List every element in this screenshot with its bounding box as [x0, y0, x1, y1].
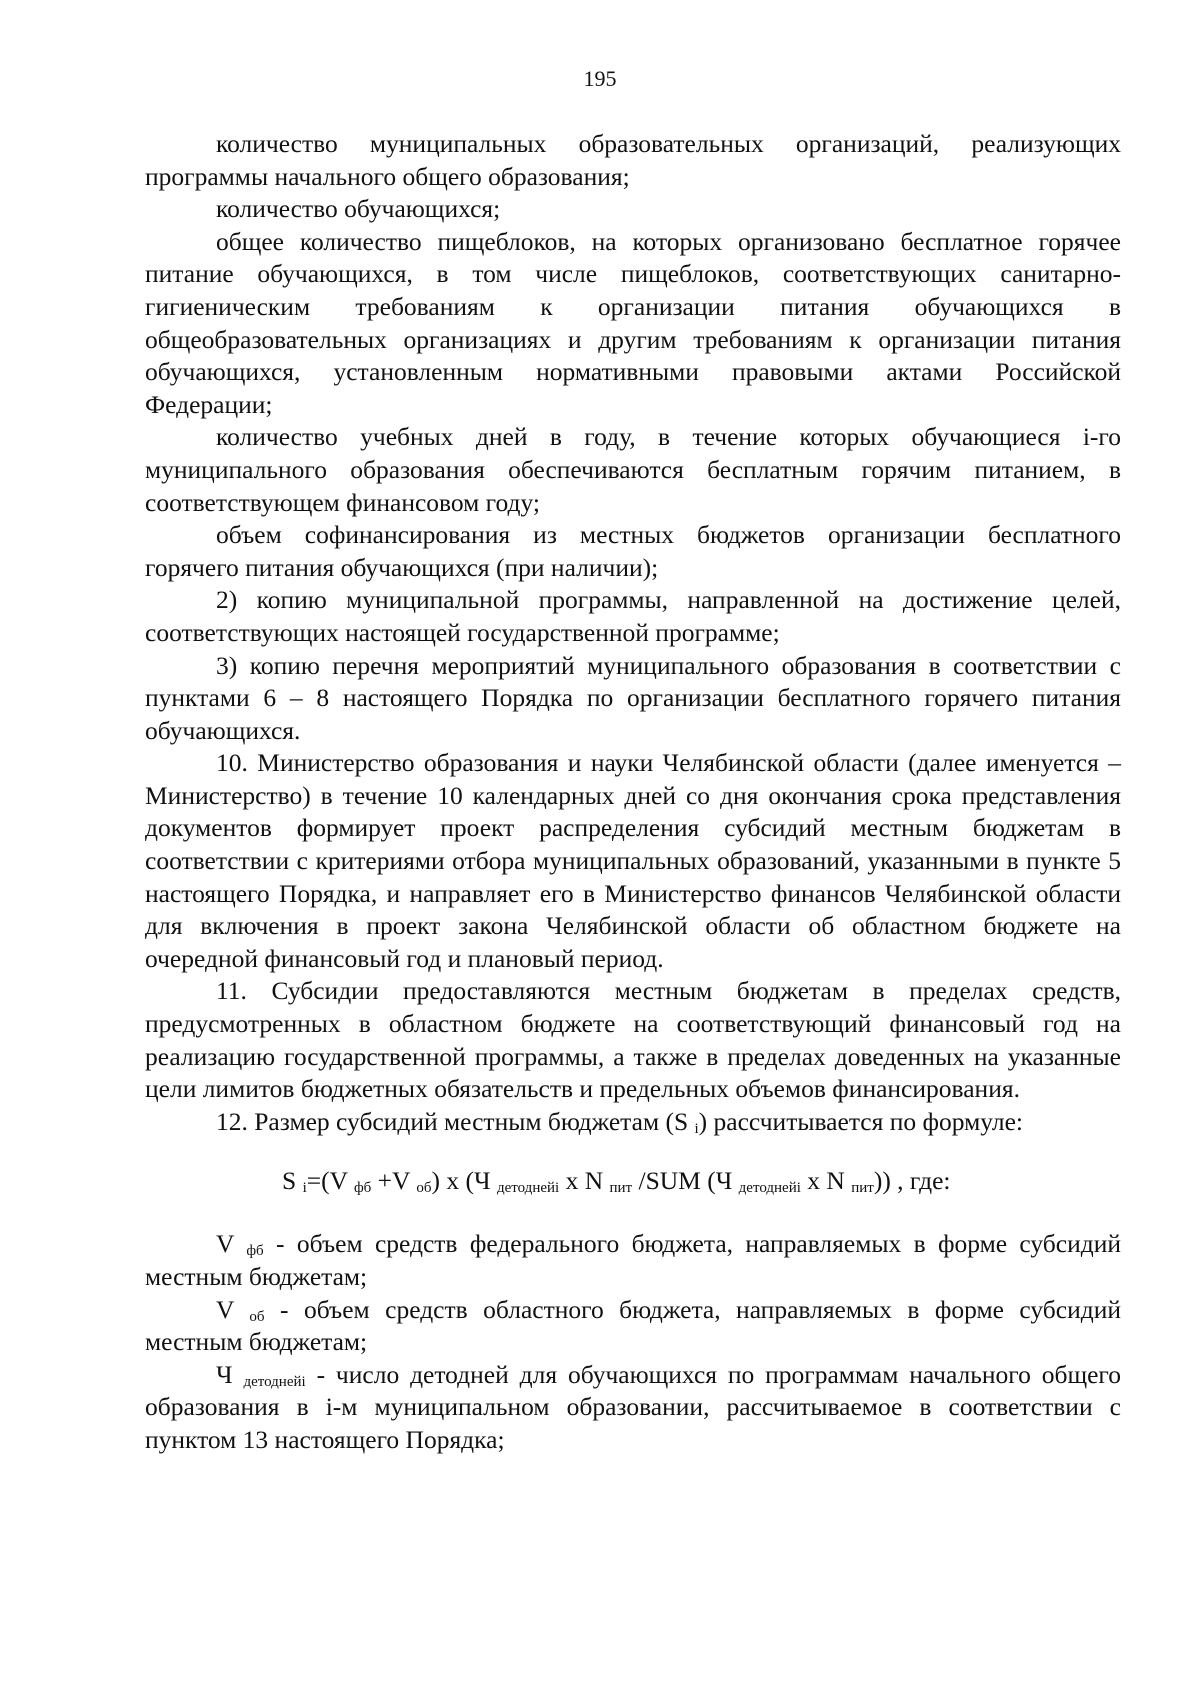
formula-subscript: i [302, 1180, 307, 1197]
formula-part: )) , где: [873, 1166, 951, 1196]
formula-subscript: об [416, 1180, 432, 1197]
formula-subscript: детоднейi [496, 1180, 560, 1197]
paragraph: объем софинансирования из местных бюджетов организации бесплатного горячего питания обучающихся (при наличии); [145, 520, 1121, 582]
document-body [145, 128, 1121, 1457]
formula-part: +V [371, 1166, 417, 1196]
p12-text-before: 12. Размер субсидий местным бюджетам (S [216, 1106, 695, 1136]
definition-symbol: V [216, 1229, 247, 1259]
formula-part: x N [559, 1166, 610, 1196]
paragraph: количество обучающихся; [216, 194, 501, 224]
definition-subscript: фб [246, 1243, 264, 1260]
definition-child-days [145, 1359, 1121, 1457]
paragraph: количество муниципальных образовательных организаций, реализующих программы начального общего образования; [145, 129, 1121, 191]
formula-part: S [282, 1166, 303, 1196]
formula-part: /SUM (Ч [632, 1166, 739, 1196]
formula-part: ) x (Ч [431, 1166, 497, 1196]
formula-subscript: пит [851, 1180, 874, 1197]
definition-subscript: об [249, 1308, 265, 1325]
paragraph: 2) копию муниципальной программы, направленной на достижение целей, соответствующих настоящей государственной программе; [145, 585, 1121, 647]
definition-text: - число детодней для обучающихся по программам начального общего образования в i-м муниципальном образовании, рассчитываемое в соответствии с пунктом 13 настоящего Порядка; [145, 1359, 1121, 1454]
page-number: 195 [583, 66, 617, 91]
p12-text-after: ) рассчитывается по формуле: [698, 1106, 1023, 1136]
paragraph: общее количество пищеблоков, на которых организовано бесплатное горячее питание обучающихся, в том числе пищеблоков, соответствующих санитарно-гигиеническим требованиям к организации питания обучающихся в общеобразовательных организациях и другим требованиям к организации питания обучающихся, установленным нормативными правовыми актами Российской Федерации; [145, 226, 1121, 419]
definition-symbol: V [216, 1294, 250, 1324]
p12-subscript: i [694, 1120, 699, 1137]
definition-symbol: Ч [216, 1359, 244, 1389]
subsidy-formula [145, 1161, 1121, 1201]
definition-subscript: детоднейi [243, 1373, 306, 1390]
formula-subscript: фб [353, 1180, 372, 1197]
paragraph: 3) копию перечня мероприятий муниципального образования в соответствии с пунктами 6 – 8 настоящего Порядка по организации бесплатного горячего питания обучающихся. [145, 650, 1121, 745]
definition-text: - объем средств областного бюджета, направляемых в форме субсидий местным бюджетам; [145, 1294, 1121, 1357]
paragraph: 11. Субсидии предоставляются местным бюджетам в пределах средств, предусмотренных в областном бюджете на соответствующий финансовый год на реализацию государственной программы, а также в пределах доведенных на указанные цели лимитов бюджетных обязательств и предельных объемов финансирования. [145, 976, 1121, 1104]
paragraph: количество учебных дней в году, в течение которых обучающиеся i-го муниципального образования обеспечиваются бесплатным горячим питанием, в соответствующем финансовом году; [145, 422, 1121, 517]
formula-subscript: пит [609, 1180, 633, 1197]
formula-part: x N [800, 1166, 852, 1196]
definition-text: - объем средств федерального бюджета, направляемых в форме субсидий местным бюджетам; [145, 1229, 1121, 1291]
paragraph: 10. Министерство образования и науки Челябинской области (далее именуется – Министерство) в течение 10 календарных дней со дня окончания срока представления документов формирует проект распределения субсидий местным бюджетам в соответствии с критериями отбора муниципальных образований, указанными в пункте 5 настоящего Порядка, и направляет его в Министерство финансов Челябинской области для включения в проект закона Челябинской области об областном бюджете на очередной финансовый год и плановый период. [145, 748, 1121, 973]
paragraph-12 [145, 1106, 1121, 1139]
formula-part: =(V [306, 1166, 354, 1196]
definition-vob [145, 1294, 1121, 1359]
definition-vfb [145, 1228, 1121, 1293]
formula-subscript: детоднейi [738, 1180, 801, 1197]
